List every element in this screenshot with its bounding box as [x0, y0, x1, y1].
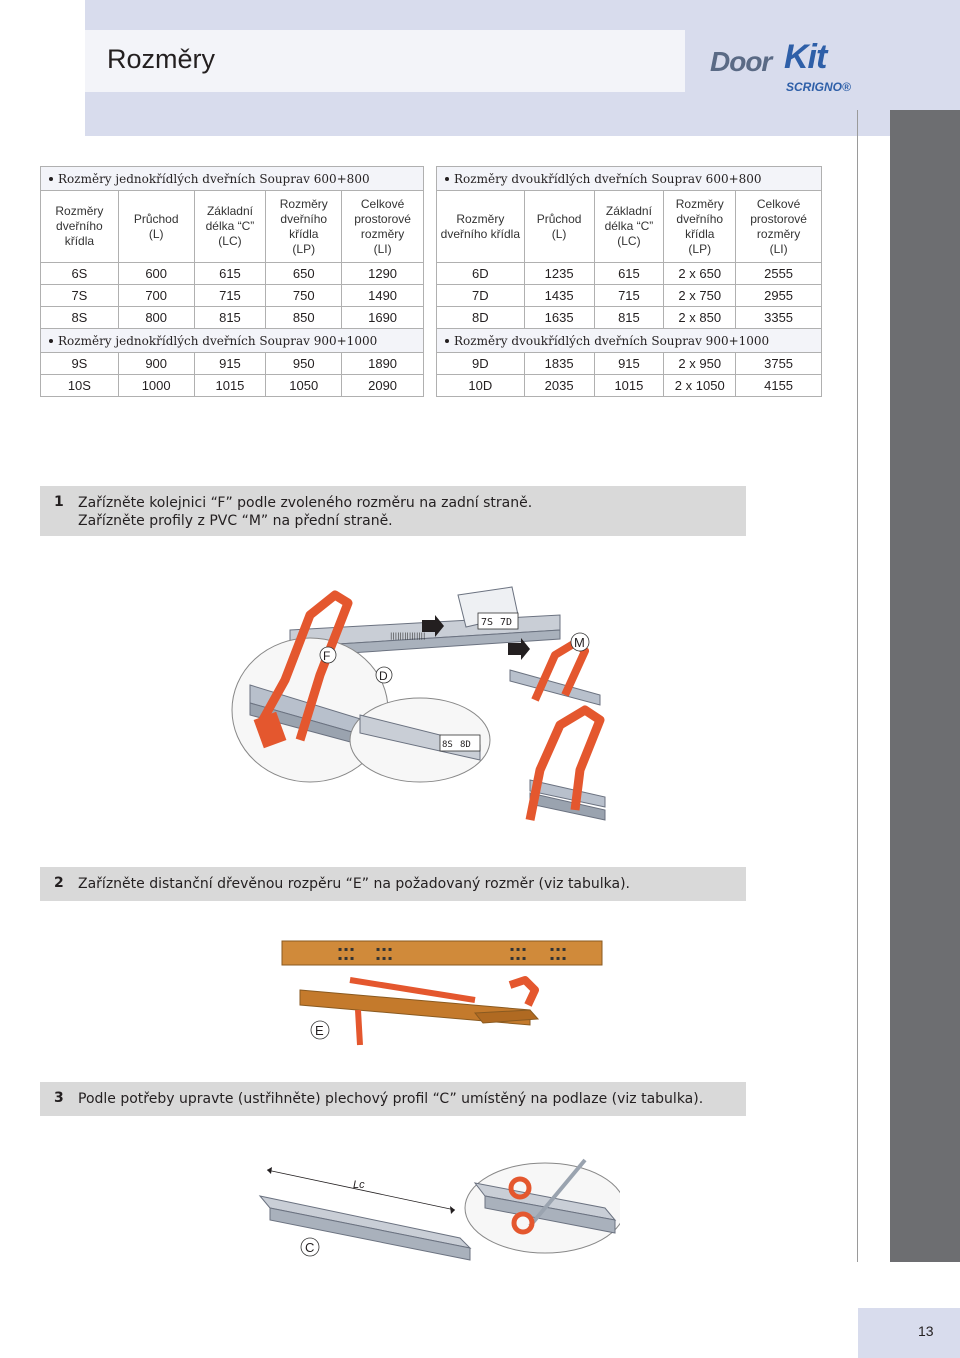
logo-word-kit: Kit	[784, 38, 827, 76]
section-title: Rozměry dvoukřídlých dveřních Souprav 900+1000	[454, 333, 770, 348]
svg-text:▪ ▪ ▪: ▪ ▪ ▪	[510, 946, 527, 953]
col-header: Celkové prostorové rozměry (LI)	[342, 191, 424, 263]
mark-8d: 8D	[460, 740, 471, 750]
table-row: 6D 1235 615 2 x 650 2555	[437, 263, 822, 285]
wood-spacer-illustration	[280, 935, 610, 1050]
bullet-icon	[445, 177, 449, 181]
step-1-band	[40, 486, 746, 536]
section-header	[437, 329, 822, 353]
label-e: E	[315, 1023, 324, 1038]
col-header: Rozměry dveřního křídla (LP)	[266, 191, 342, 263]
col-header: Základní délka “C” (LC)	[594, 191, 664, 263]
step-number: 2	[54, 875, 64, 891]
step-text: Zařízněte kolejnici “F” podle zvoleného rozměru na zadní straně. Zařízněte profily z PVC “M” na přední straně.	[78, 495, 533, 529]
table-row: 9D 1835 915 2 x 950 3755	[437, 353, 822, 375]
table-row: 9S 900 915 950 1890	[41, 353, 424, 375]
col-header: Průchod (L)	[524, 191, 594, 263]
logo-brand: SCRIGNO®	[786, 80, 851, 94]
bullet-icon	[49, 177, 53, 181]
table-row: 7D 1435 715 2 x 750 2955	[437, 285, 822, 307]
svg-text:▪ ▪ ▪: ▪ ▪ ▪	[510, 955, 527, 962]
step-number: 3	[54, 1090, 64, 1106]
page-title: Rozměry	[107, 44, 216, 74]
side-divider	[857, 110, 858, 1262]
table-header-row	[437, 191, 822, 263]
table-row: 10S 1000 1015 1050 2090	[41, 375, 424, 397]
table-header-row	[41, 191, 424, 263]
bullet-icon	[445, 339, 449, 343]
col-header: Průchod (L)	[118, 191, 194, 263]
svg-text:▪ ▪ ▪: ▪ ▪ ▪	[338, 946, 355, 953]
col-header: Rozměry dveřního křídla	[41, 191, 119, 263]
step-text: Zařízněte distanční dřevěnou rozpěru “E” na požadovaný rozměr (viz tabulka).	[78, 876, 631, 892]
svg-text:▪ ▪ ▪: ▪ ▪ ▪	[550, 946, 567, 953]
svg-text:|||||||||||||||: |||||||||||||||	[390, 632, 426, 640]
label-c: C	[305, 1240, 315, 1255]
single-door-table	[40, 166, 424, 397]
table-row: 7S 700 715 750 1490	[41, 285, 424, 307]
rail-cutting-illustration	[230, 575, 660, 850]
col-header: Rozměry dveřního křídla (LP)	[664, 191, 736, 263]
section-header	[437, 167, 822, 191]
label-m: M	[574, 635, 585, 650]
col-header: Celkové prostorové rozměry (LI)	[736, 191, 822, 263]
section-header	[41, 329, 424, 353]
mark-7d: 7D	[500, 617, 513, 628]
table-row: 10D 2035 1015 2 x 1050 4155	[437, 375, 822, 397]
mark-8s: 8S	[442, 740, 453, 750]
page-number: 13	[918, 1323, 934, 1339]
floor-profile-illustration	[245, 1148, 620, 1278]
section-title: Rozměry jednokřídlých dveřních Souprav 600+800	[58, 171, 370, 186]
svg-text:▪ ▪ ▪: ▪ ▪ ▪	[550, 955, 567, 962]
table-row: 8S 800 815 850 1690	[41, 307, 424, 329]
table-row: 8D 1635 815 2 x 850 3355	[437, 307, 822, 329]
label-d: D	[379, 669, 388, 683]
svg-text:▪ ▪ ▪: ▪ ▪ ▪	[376, 946, 393, 953]
step-3-band	[40, 1082, 746, 1116]
step-2-band	[40, 867, 746, 901]
label-lc: Lc	[353, 1179, 365, 1191]
bullet-icon	[49, 339, 53, 343]
mark-7s: 7S	[481, 617, 494, 628]
side-bar	[890, 110, 960, 1262]
footer-bar	[858, 1308, 960, 1358]
section-header	[41, 167, 424, 191]
step-number: 1	[54, 494, 64, 510]
svg-text:▪ ▪ ▪: ▪ ▪ ▪	[338, 955, 355, 962]
svg-text:▪ ▪ ▪: ▪ ▪ ▪	[376, 955, 393, 962]
section-title: Rozměry jednokřídlých dveřních Souprav 900+1000	[58, 333, 378, 348]
table-row: 6S 600 615 650 1290	[41, 263, 424, 285]
double-door-table	[436, 166, 822, 397]
step-text: Podle potřeby upravte (ustřihněte) plechový profil “C” umístěný na podlaze (viz tabulka).	[78, 1091, 704, 1107]
doorkit-logo	[710, 32, 860, 94]
logo-word-door: Door	[710, 46, 772, 77]
col-header: Základní délka “C” (LC)	[194, 191, 266, 263]
col-header: Rozměry dveřního křídla	[437, 191, 525, 263]
label-f: F	[323, 649, 331, 663]
section-title: Rozměry dvoukřídlých dveřních Souprav 600+800	[454, 171, 762, 186]
